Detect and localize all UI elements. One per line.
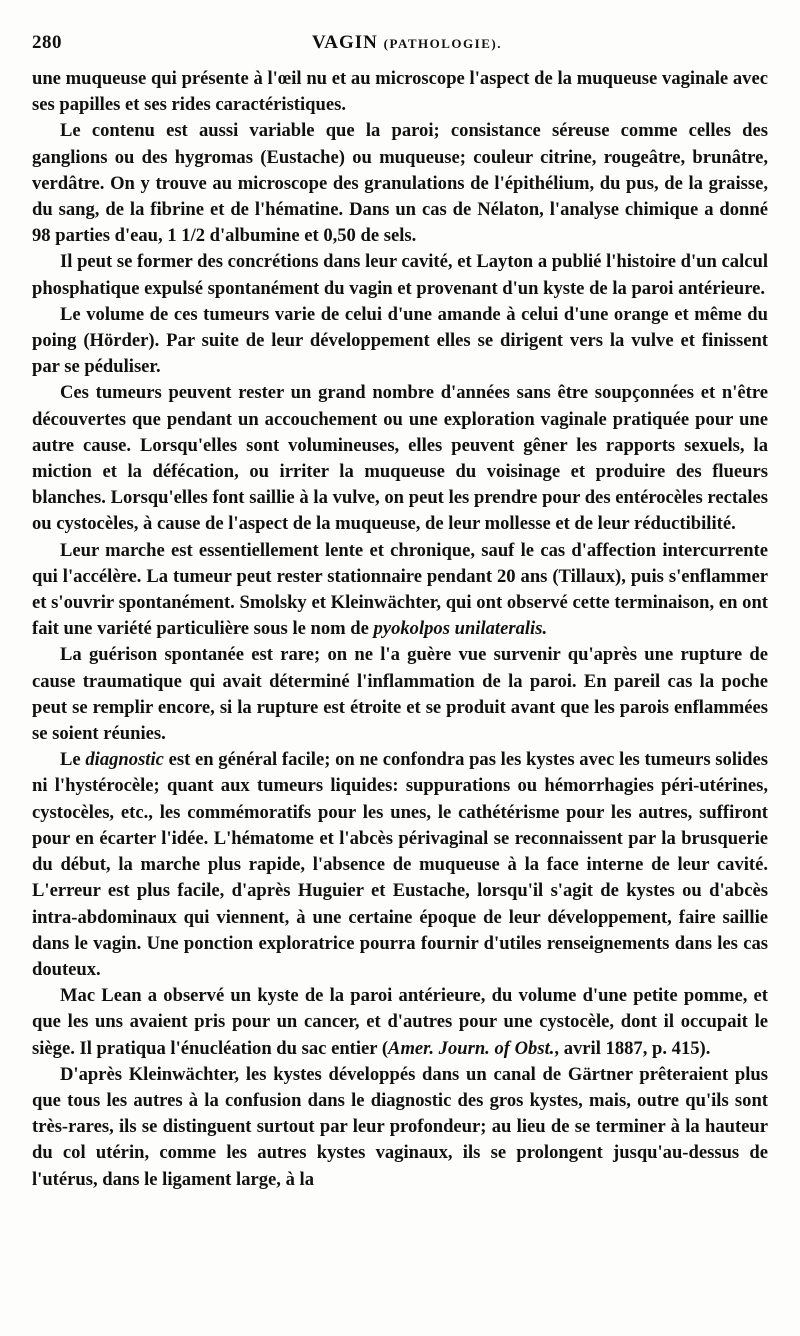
citation-details: , avril 1887, p. 415).	[554, 1037, 711, 1059]
running-head-title: VAGIN	[312, 32, 378, 53]
pyokolpos-term: pyokolpos unilateralis.	[373, 618, 548, 640]
running-head	[312, 32, 502, 54]
paragraph-mac-lean	[32, 983, 768, 1062]
paragraph-kleinwachter: D'après Kleinwächter, les kystes développés dans un canal de Gärtner prêteraient plus que tous les autres à la confusion dans le diagnostic des gros kystes, mais, outre qu'ils sont très-rares, ils se distinguent surtout par leur profondeur; au lieu de se terminer à la hauteur du col utérin, comme les autres kystes vaginaux, ils se prolongent jusqu'au-dessus de l'utérus, dans le ligament large, à la	[32, 1063, 768, 1190]
running-head-subtitle: (PATHOLOGIE).	[383, 36, 502, 51]
page-header	[30, 28, 770, 58]
paragraph-continuation: une muqueuse qui présente à l'œil nu et au microscope l'aspect de la muqueuse vaginale avec ses papilles et ses rides caractéristiques.	[32, 68, 768, 116]
body-text	[32, 66, 768, 1193]
diagnostic-term: diagnostic	[85, 749, 164, 771]
paragraph-guerison: La guérison spontanée est rare; on ne l'a guère vue survenir qu'après une rupture de cause traumatique qui avait déterminé l'inflammation de la paroi. En pareil cas la poche peut se remplir encore, si la rupture est étroite et se produit avant que les parois enflammées se soient réunies.	[32, 644, 768, 745]
mac-lean-text: Mac Lean a observé un kyste de la paroi antérieure, du volume d'une petite pomme, et que les uns avaient pris pour un cancer, et d'autres pour une cystocèle, dont il occupait le siège. Il pratiqua l'énucléation du sac entier (	[32, 985, 768, 1059]
paragraph-symptomes: Ces tumeurs peuvent rester un grand nombre d'années sans être soupçonnées et n'être découvertes que pendant un accouchement ou une exploration vaginale pratiquée pour une autre cause. Lorsqu'elles sont volumineuses, elles peuvent gêner les rapports sexuels, la miction et la défécation, ou irriter la muqueuse du voisinage et produire des flueurs blanches. Lorsqu'elles font saillie à la vulve, on peut les prendre pour des entérocèles rectales ou cystocèles, à cause de l'aspect de la muqueuse, de leur mollesse et de leur réductibilité.	[32, 382, 768, 535]
journal-citation: Amer. Journ. of Obst.	[388, 1037, 555, 1059]
paragraph-diagnostic	[32, 747, 768, 983]
diagnostic-text: est en général facile; on ne confondra pas les kystes avec les tumeurs solides ni l'hystérocèle; quant aux tumeurs liquides: suppurations ou hémorrhagies péri-utérines, cystocèles, etc., les commémoratifs pour les unes, le cathétérisme pour les autres, suffiront pour en écarter l'idée. L'hématome et l'abcès périvaginal se reconnaissent par la brusquerie du début, la marche plus rapide, l'absence de muqueuse à la face interne de leur cavité. L'erreur est plus facile, d'après Huguier et Eustache, lorsqu'il s'agit de kystes ou d'abcès intra-abdominaux qui viennent, à une certaine époque de leur développement, faire saillie dans le vagin. Une ponction exploratrice pourra fournir d'utiles renseignements dans les cas douteux.	[32, 749, 768, 980]
marche-text: Leur marche est essentiellement lente et chronique, sauf le cas d'affection intercurrente qui l'accélère. La tumeur peut rester stationnaire pendant 20 ans (Tillaux), puis s'enflammer et s'ouvrir spontanément. Smolsky et Kleinwächter, qui ont observé cette terminaison, en ont fait une variété particulière sous le nom de	[32, 539, 768, 640]
page-number: 280	[32, 32, 62, 53]
paragraph-marche	[32, 538, 768, 643]
paragraph-volume: Le volume de ces tumeurs varie de celui d'une amande à celui d'une orange et même du poing (Hörder). Par suite de leur développement elles se dirigent vers la vulve et finissent par se péduliser.	[32, 303, 768, 378]
diagnostic-lead: Le	[60, 749, 86, 771]
paragraph-contenu: Le contenu est aussi variable que la paroi; consistance séreuse comme celles des ganglions ou des hygromas (Eustache) ou muqueuse; couleur citrine, rougeâtre, brunâtre, verdâtre. On y trouve au microscope des granulations de l'épithélium, du pus, de la graisse, du sang, de la fibrine et de l'hématine. Dans un cas de Nélaton, l'analyse chimique a donné 98 parties d'eau, 1 1/2 d'albumine et 0,50 de sels.	[32, 120, 768, 247]
paragraph-concretions: Il peut se former des concrétions dans leur cavité, et Layton a publié l'histoire d'un calcul phosphatique expulsé spontanément du vagin et provenant d'un kyste de la paroi antérieure.	[32, 251, 768, 299]
